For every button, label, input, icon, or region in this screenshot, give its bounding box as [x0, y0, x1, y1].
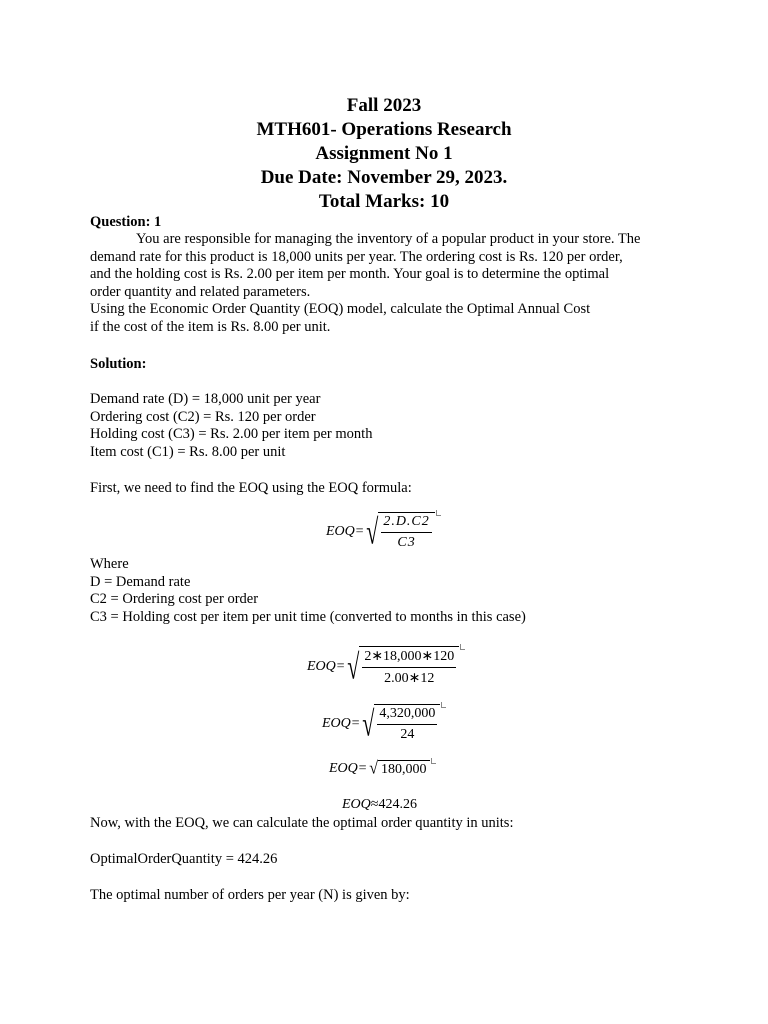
denominator: C3 — [397, 535, 416, 550]
eoq-substitution — [307, 646, 465, 687]
numerator: 2.D.C2 — [381, 514, 431, 533]
eq-lhs: EOQ= — [326, 523, 365, 539]
given-line: Ordering cost (C2) = Rs. 120 per order — [90, 408, 316, 425]
where-line: C3 = Holding cost per item per unit time (converted to months in this case) — [90, 608, 526, 625]
eq-lhs: EOQ= — [307, 658, 346, 674]
first-step-text: First, we need to find the EOQ using the EOQ formula: — [90, 480, 412, 496]
question-line: demand rate for this product is 18,000 units per year. The ordering cost is Rs. 120 per order, — [90, 248, 623, 265]
placeholder-box — [431, 758, 436, 764]
placeholder-box — [441, 702, 446, 708]
approx-sign: ≈ — [370, 797, 379, 812]
where-line: Where — [90, 556, 129, 572]
radical-sign: √ — [362, 702, 375, 743]
where-definitions — [90, 556, 526, 626]
question-line: and the holding cost is Rs. 2.00 per item per month. Your goal is to determine the optimal — [90, 266, 610, 282]
square-root — [366, 512, 441, 551]
optimal-order-quantity: OptimalOrderQuantity = 424.26 — [90, 851, 278, 867]
eq-lhs: EOQ= — [322, 715, 361, 731]
given-line: Item cost (C1) = Rs. 8.00 per unit — [90, 443, 286, 460]
radical-sign: √ — [366, 510, 379, 551]
where-line: D = Demand rate — [90, 573, 191, 590]
question-label: Question: 1 — [90, 214, 162, 230]
due-date: Due Date: November 29, 2023. — [260, 167, 508, 188]
semester-title: Fall 2023 — [346, 95, 422, 116]
orders-per-year-text: The optimal number of orders per year (N) is given by: — [90, 887, 410, 903]
solution-label: Solution: — [90, 356, 147, 372]
assignment-header — [0, 94, 768, 214]
question-line: You are responsible for managing the inventory of a popular product in your store. The — [136, 231, 641, 247]
course-title: MTH601- Operations Research — [256, 119, 512, 140]
radical-sign: √ — [347, 645, 360, 686]
question-text — [90, 231, 670, 336]
eoq-root — [329, 760, 436, 778]
radicand — [359, 646, 459, 687]
radicand — [378, 512, 434, 551]
question-line: Using the Economic Order Quantity (EOQ) model, calculate the Optimal Annual Cost — [90, 301, 591, 317]
radicand — [374, 704, 440, 743]
assignment-title: Assignment No 1 — [315, 143, 453, 164]
question-line: if the cost of the item is Rs. 8.00 per unit. — [90, 318, 331, 335]
now-text: Now, with the EOQ, we can calculate the optimal order quantity in units: — [90, 815, 514, 831]
placeholder-box — [460, 644, 465, 650]
eq-lhs: EOQ= — [329, 761, 368, 776]
eoq-formula — [326, 512, 441, 551]
denominator: 24 — [400, 727, 415, 742]
given-values — [90, 391, 372, 461]
denominator: 2.00∗12 — [384, 671, 435, 686]
given-line: Holding cost (C3) = Rs. 2.00 per item per month — [90, 426, 373, 442]
given-line: Demand rate (D) = 18,000 unit per year — [90, 391, 321, 407]
square-root — [362, 704, 446, 743]
eoq-simplified — [322, 704, 446, 743]
radical-sign: √ — [369, 759, 379, 778]
radicand — [378, 760, 430, 778]
eoq-value: 424.26 — [378, 797, 417, 812]
square-root — [347, 646, 465, 687]
where-line: C2 = Ordering cost per order — [90, 591, 259, 607]
placeholder-box — [436, 510, 441, 516]
numerator: 2∗18,000∗120 — [362, 648, 456, 668]
numerator: 4,320,000 — [377, 706, 437, 725]
square-root — [369, 760, 435, 778]
radicand-value: 180,000 — [381, 762, 427, 777]
question-line: order quantity and related parameters. — [90, 283, 311, 300]
eoq-result — [342, 797, 417, 813]
total-marks: Total Marks: 10 — [318, 191, 450, 212]
eq-lhs: EOQ — [342, 797, 371, 812]
